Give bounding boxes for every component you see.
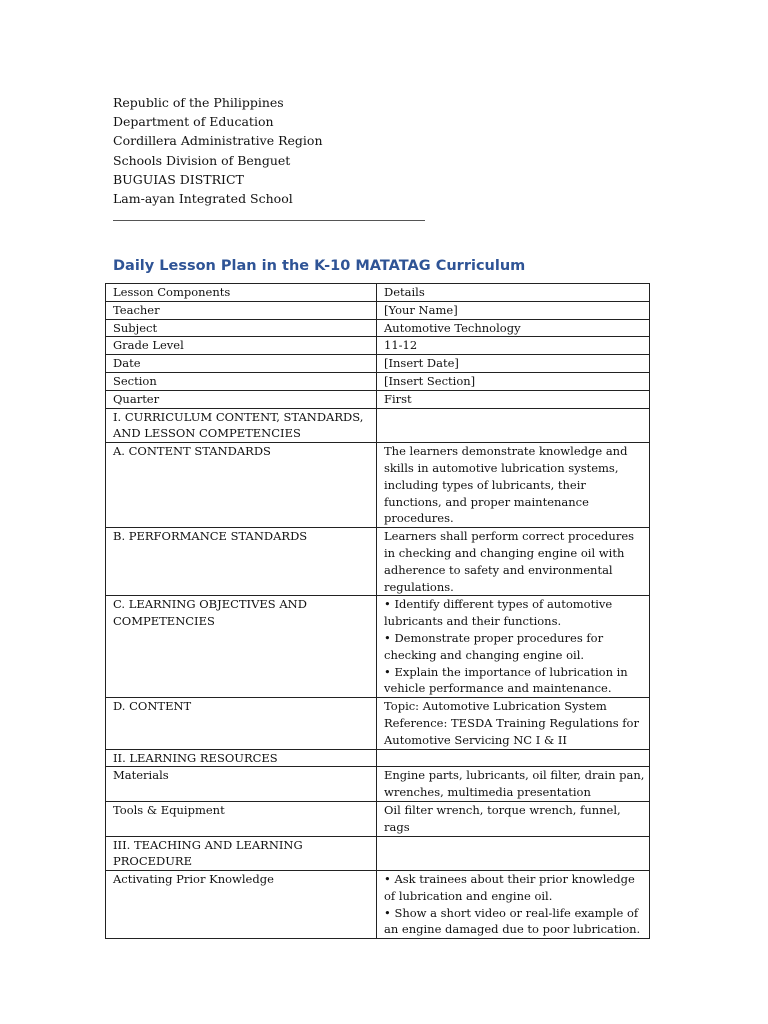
lesson-component-cell: Section bbox=[106, 372, 377, 390]
table-row bbox=[106, 355, 650, 373]
table-row bbox=[106, 801, 650, 836]
lesson-component-cell: C. LEARNING OBJECTIVES AND COMPETENCIES bbox=[106, 596, 377, 698]
table-row bbox=[106, 749, 650, 767]
table-row bbox=[106, 284, 650, 302]
lesson-component-cell: Activating Prior Knowledge bbox=[106, 871, 377, 939]
details-cell bbox=[377, 284, 650, 302]
table-row bbox=[106, 301, 650, 319]
header-line: Schools Division of Benguet bbox=[113, 152, 291, 168]
details-cell bbox=[377, 698, 650, 749]
details-cell bbox=[377, 596, 650, 698]
details-cell bbox=[377, 408, 650, 443]
header-line: Republic of the Philippines bbox=[113, 95, 284, 110]
details-line: • Identify different types of automotive lubricants and their functions. bbox=[384, 597, 613, 629]
lesson-component-cell: Quarter bbox=[106, 390, 377, 408]
details-line: 11-12 bbox=[384, 338, 418, 353]
details-line: [Insert Date] bbox=[384, 356, 459, 371]
details-cell bbox=[377, 372, 650, 390]
table-row bbox=[106, 836, 650, 871]
lesson-component-cell: Teacher bbox=[106, 301, 377, 319]
lesson-component-cell: III. TEACHING AND LEARNING PROCEDURE bbox=[106, 836, 377, 871]
table-row bbox=[106, 372, 650, 390]
details-line: [Your Name] bbox=[384, 302, 458, 317]
details-cell bbox=[377, 443, 650, 528]
table-row bbox=[106, 319, 650, 337]
details-cell bbox=[377, 749, 650, 767]
details-line: • Ask trainees about their prior knowledge of lubrication and engine oil. bbox=[384, 872, 635, 903]
details-line: Reference: TESDA Training Regulations for Automotive Servicing NC I & II bbox=[384, 715, 639, 747]
lesson-component-cell: Tools & Equipment bbox=[106, 801, 377, 836]
details-line: [Insert Section] bbox=[384, 373, 476, 388]
header-line: Lam-ayan Integrated School bbox=[113, 191, 293, 207]
lesson-plan-table bbox=[105, 283, 650, 939]
details-line: Topic: Automotive Lubrication System bbox=[384, 699, 607, 714]
lesson-component-cell: D. CONTENT bbox=[106, 698, 377, 749]
details-line: The learners demonstrate knowledge and skills in automotive lubrication systems, including types of lubricants, their functions, and proper maintenance procedures. bbox=[384, 444, 628, 526]
table-row bbox=[106, 596, 650, 698]
details-cell bbox=[377, 528, 650, 596]
details-line: • Explain the importance of lubrication in vehicle performance and maintenance. bbox=[384, 664, 628, 696]
school-header bbox=[113, 93, 323, 208]
header-line: BUGUIAS DISTRICT bbox=[113, 171, 244, 187]
details-line: Learners shall perform correct procedures in checking and changing engine oil with adherence to safety and environmental regulations. bbox=[384, 529, 635, 594]
table-row bbox=[106, 871, 650, 939]
header-line: Department of Education bbox=[113, 114, 274, 130]
details-cell bbox=[377, 836, 650, 871]
details-line: Engine parts, lubricants, oil filter, drain pan, wrenches, multimedia presentation bbox=[384, 768, 645, 800]
header-line: Cordillera Administrative Region bbox=[113, 133, 323, 149]
lesson-component-cell: Materials bbox=[106, 767, 377, 802]
details-line: • Demonstrate proper procedures for checking and changing engine oil. bbox=[384, 630, 604, 662]
lesson-component-cell: A. CONTENT STANDARDS bbox=[106, 443, 377, 528]
details-line: Automotive Technology bbox=[384, 320, 521, 335]
lesson-component-cell: Date bbox=[106, 355, 377, 373]
document-title: Daily Lesson Plan in the K-10 MATATAG Curriculum bbox=[113, 258, 526, 274]
details-cell bbox=[377, 355, 650, 373]
details-cell bbox=[377, 319, 650, 337]
table-row bbox=[106, 390, 650, 408]
details-line: First bbox=[384, 391, 412, 406]
table-row bbox=[106, 698, 650, 749]
lesson-component-cell: Grade Level bbox=[106, 337, 377, 355]
lesson-component-cell: B. PERFORMANCE STANDARDS bbox=[106, 528, 377, 596]
details-cell bbox=[377, 801, 650, 836]
lesson-component-cell: II. LEARNING RESOURCES bbox=[106, 749, 377, 767]
details-cell bbox=[377, 390, 650, 408]
lesson-component-cell: Subject bbox=[106, 319, 377, 337]
lesson-component-cell: I. CURRICULUM CONTENT, STANDARDS, AND LESSON COMPETENCIES bbox=[106, 408, 377, 443]
table-row bbox=[106, 408, 650, 443]
table-row bbox=[106, 337, 650, 355]
header-divider bbox=[113, 220, 425, 221]
details-cell bbox=[377, 301, 650, 319]
lesson-component-cell: Lesson Components bbox=[106, 284, 377, 302]
table-row bbox=[106, 767, 650, 802]
details-line: Details bbox=[384, 285, 425, 299]
details-cell bbox=[377, 337, 650, 355]
table-row bbox=[106, 443, 650, 528]
table-row bbox=[106, 528, 650, 596]
details-cell bbox=[377, 871, 650, 939]
details-line: • Show a short video or real-life example of an engine damaged due to poor lubrication. bbox=[384, 905, 641, 937]
details-cell bbox=[377, 767, 650, 802]
details-line: Oil filter wrench, torque wrench, funnel, rags bbox=[384, 802, 621, 834]
